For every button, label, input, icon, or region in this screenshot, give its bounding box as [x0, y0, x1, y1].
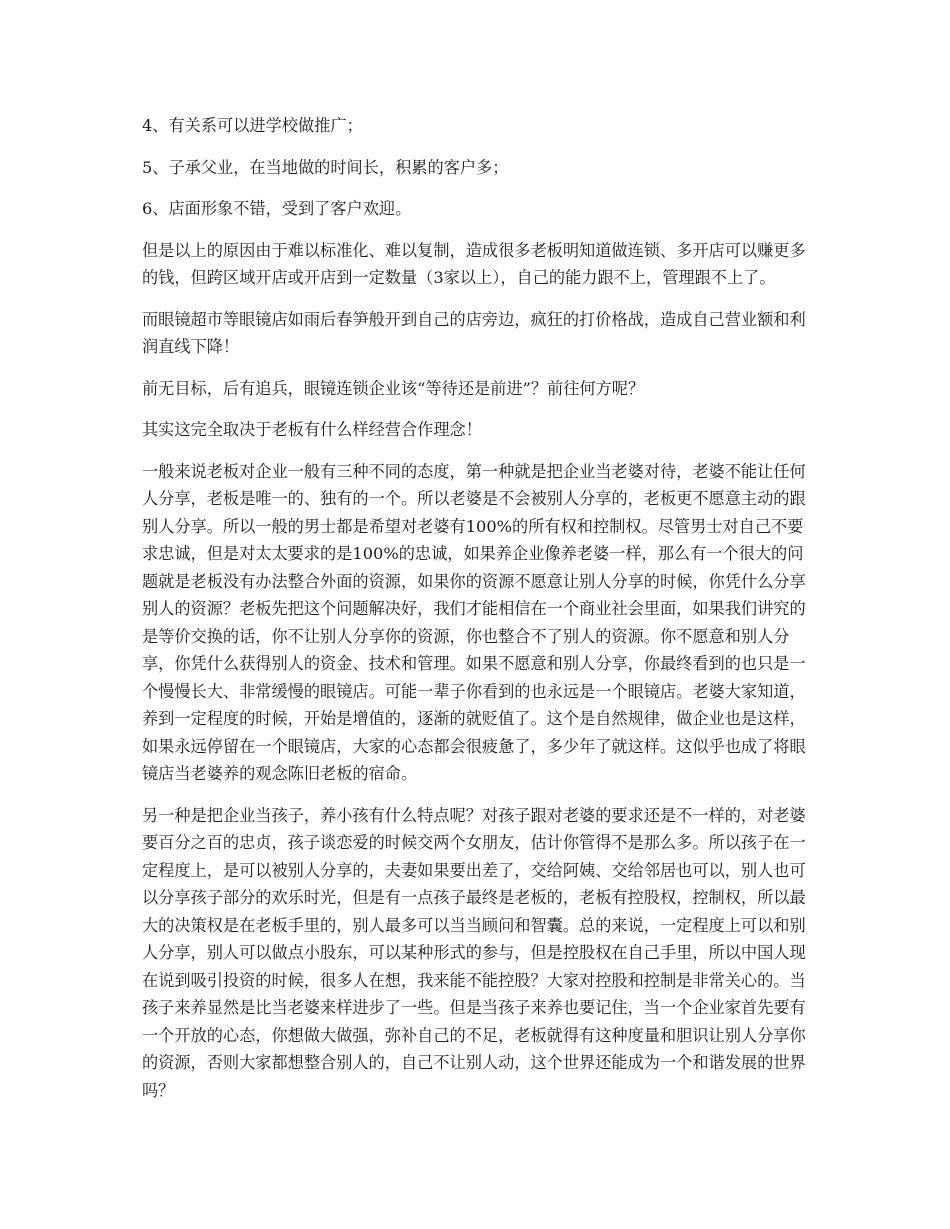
paragraph-philosophy: 其实这完全取决于老板有什么样经营合作理念！	[142, 420, 482, 439]
document-body	[142, 112, 810, 1118]
paragraph-item-5: 5、子承父业，在当地做的时间长，积累的客户多；	[142, 157, 509, 177]
paragraph-standardization: 但是以上的原因由于难以标准化、难以复制，造成很多老板明知道做连锁、多开店可以赚更多的钱，但跨区域开店或开店到一定数量（3家以上），自己的能力跟不上，管理跟不上了。	[142, 240, 806, 287]
paragraph-item-4: 4、有关系可以进学校做推广；	[142, 116, 363, 135]
paragraph-competition: 而眼镜超市等眼镜店如雨后春笋般开到自己的店旁边，疯狂的打价格战，造成自己营业额和利润直线下降！	[142, 309, 806, 356]
paragraph-wife-analogy: 一般来说老板对企业一般有三种不同的态度，第一种就是把企业当老婆对待，老婆不能让任何人分享，老板是唯一的、独有的一个。所以老婆是不会被别人分享的，老板更不愿意主动的跟别人分享。所以一般的男士都是希望对老婆有100%的所有权和控制权。尽管男士对自己不要求忠诚，但是对太太要求的是100%的忠诚，如果养企业像养老婆一样，那么有一个很大的问题就是老板没有办法整合外面的资源，如果你的资源不愿意让别人分享的时候，你凭什么分享别人的资源？老板先把这个问题解决好，我们才能相信在一个商业社会里面，如果我们讲究的是等价交换的话，你不让别人分享你的资源，你也整合不了别人的资源。你不愿意和别人分享，你凭什么获得别人的资金、技术和管理。如果不愿意和别人分享，你最终看到的也只是一个慢慢长大、非常缓慢的眼镜店。可能一辈子你看到的也永远是一个眼镜店。老婆大家知道，养到一定程度的时候，开始是增值的，逐渐的就贬值了。这个是自然规律，做企业也是这样，如果永远停留在一个眼镜店，大家的心态都会很疲惫了，多少年了就这样。这似乎也成了将眼镜店当老婆养的观念陈旧老板的宿命。	[142, 461, 806, 783]
paragraph-child-analogy: 另一种是把企业当孩子，养小孩有什么特点呢？对孩子跟对老婆的要求还是不一样的，对老婆要百分之百的忠贞，孩子谈恋爱的时候交两个女朋友，估计你管得不是那么多。所以孩子在一定程度上，是可以被别人分享的，夫妻如果要出差了，交给阿姨、交给邻居也可以，别人也可以分享孩子部分的欢乐时光，但是有一点孩子最终是老板的，老板有控股权，控制权，所以最大的决策权是在老板手里的，别人最多可以当当顾问和智囊。总的来说，一定程度上可以和别人分享，别人可以做点小股东，可以某种形式的参与，但是控股权在自己手里，所以中国人现在说到吸引投资的时候，很多人在想，我来能不能控股？大家对控股和控制是非常关心的。当孩子来养显然是比当老婆来样进步了一些。但是当孩子来养也要记住，当一个企业家首先要有一个开放的心态，你想做大做强，弥补自己的不足，老板就得有这种度量和胆识让别人分享你的资源，否则大家都想整合别人的，自己不让别人动，这个世界还能成为一个和谐发展的世界吗？	[142, 805, 806, 1100]
paragraph-question: 前无目标，后有追兵，眼镜连锁企业该“等待还是前进”？前往何方呢？	[142, 378, 645, 398]
paragraph-item-6: 6、店面形象不错，受到了客户欢迎。	[142, 199, 412, 218]
